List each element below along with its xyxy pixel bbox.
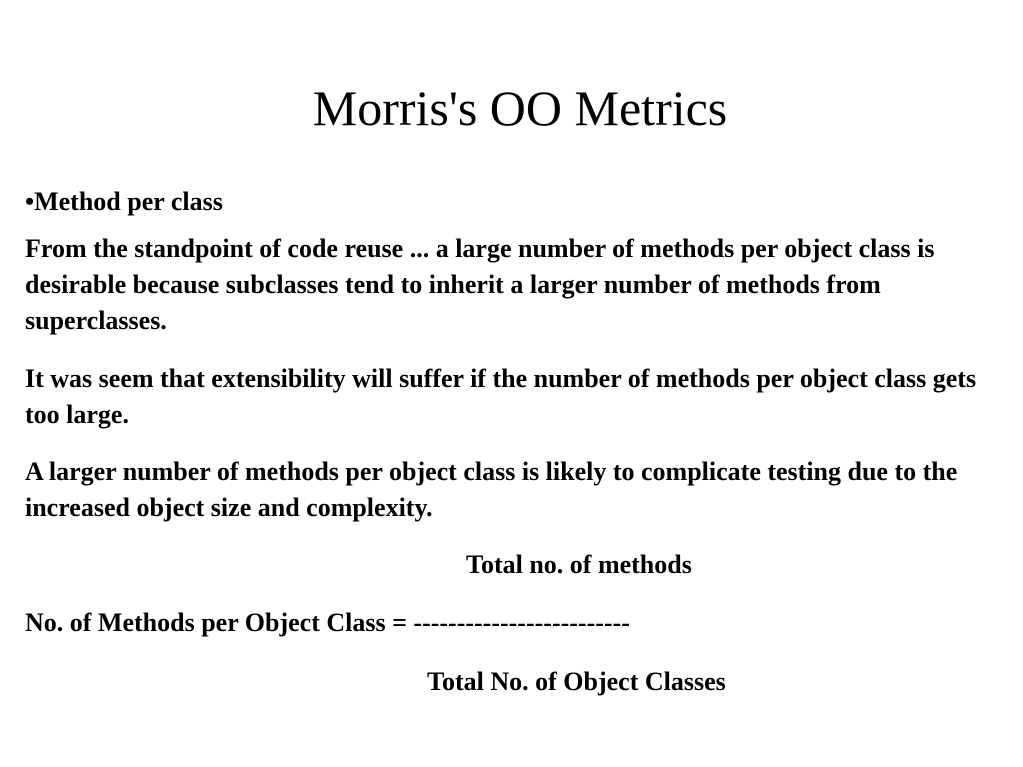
paragraph-code-reuse: From the standpoint of code reuse ... a large number of methods per object class is desirable because subclasses tend to inherit a larger number of methods from superclasses. bbox=[25, 234, 935, 335]
formula-numerator: Total no. of methods bbox=[466, 550, 692, 579]
paragraph-testing: A larger number of methods per object class is likely to complicate testing due to the increased object size and complexity. bbox=[25, 457, 958, 522]
formula-lhs: No. of Methods per Object Class = ------------------------- bbox=[25, 608, 630, 637]
paragraph-extensibility: It was seem that extensibility will suffer if the number of methods per object class gets too large. bbox=[25, 364, 977, 429]
bullet-heading: •Method per class bbox=[25, 187, 223, 216]
formula-denominator: Total No. of Object Classes bbox=[427, 667, 726, 696]
slide-title: Morris's OO Metrics bbox=[312, 80, 728, 136]
